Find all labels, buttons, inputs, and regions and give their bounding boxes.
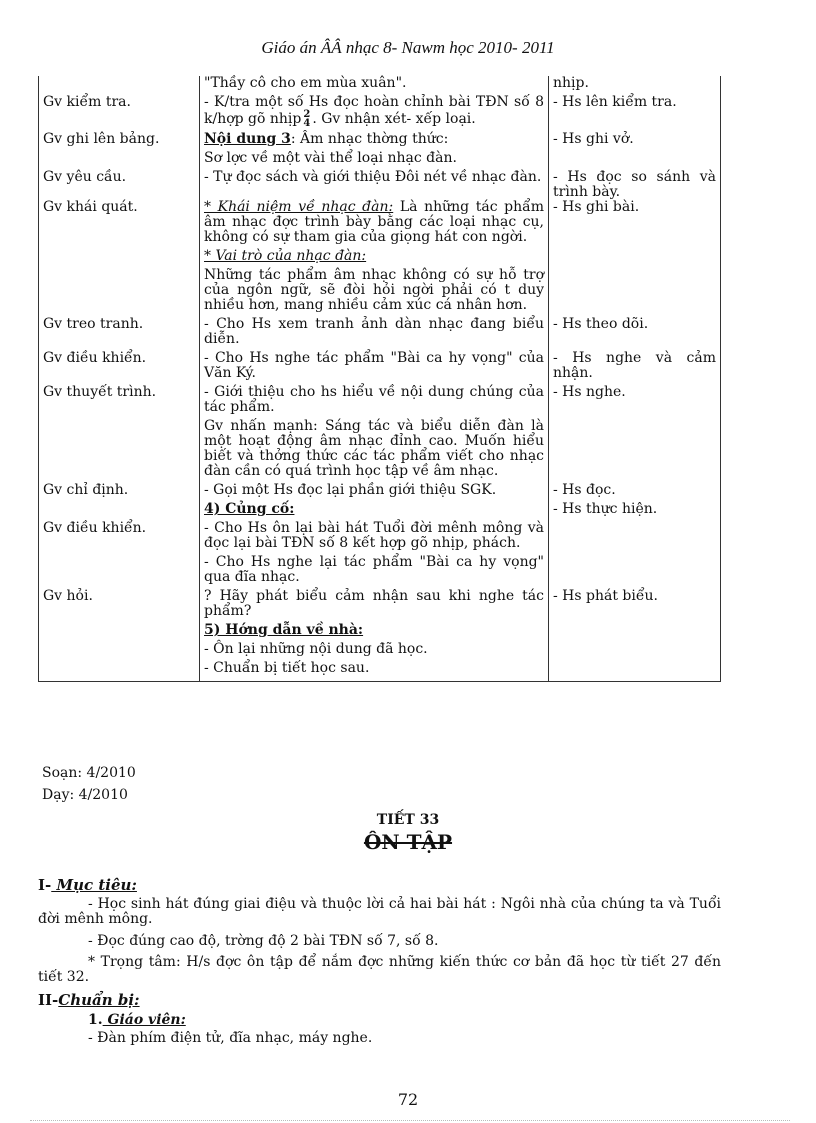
content-cell: - Cho Hs nghe tác phẩm "Bài ca hy vọng" của Văn Ký. — [200, 351, 549, 385]
teacher-cell: Gv kiểm tra. — [39, 95, 200, 132]
table-row — [39, 132, 721, 170]
compose-date: Soạn: 4/2010 — [42, 765, 136, 781]
subsection-teacher: 1. Giáo viên: — [88, 1012, 186, 1028]
content-cell: ? Hãy phát biểu cảm nhận sau khi nghe tác phẩm? — [200, 589, 549, 623]
content-cell: - Cho Hs xem tranh ảnh dàn nhạc đang biểu diễn. — [200, 317, 549, 351]
table-row — [39, 317, 721, 351]
content-cell: - Giới thiệu cho hs hiểu về nội dung chúng của tác phẩm. Gv nhấn mạnh: Sáng tác và biểu diễn đàn là một hoạt động âm nhạc đỉnh cao. Muốn hiểu biết và thởng thức các tác phẩm viết cho nhạc đàn cần có quá trình học tập về âm nhạc. — [200, 385, 549, 483]
content-cell: 4) Củng cố: — [200, 502, 549, 521]
section-objectives: I- Mục tiêu: — [38, 876, 137, 894]
teacher-cell: Gv điều khiển. — [39, 521, 200, 589]
content-cell: "Thầy cô cho em mùa xuân". — [200, 76, 549, 95]
teach-date: Dạy: 4/2010 — [42, 787, 128, 803]
table-row — [39, 589, 721, 623]
student-cell — [549, 623, 721, 682]
teacher-cell — [39, 623, 200, 682]
content-cell: - Gọi một Hs đọc lại phần giới thiệu SGK. — [200, 483, 549, 502]
page-number: 72 — [397, 1090, 419, 1109]
objective-item: * Trọng tâm: H/s đợc ôn tập để nắm đợc những kiến thức cơ bản đã học từ tiết 27 đến tiết 32. — [38, 954, 721, 985]
footer-divider — [30, 1120, 790, 1121]
content-cell: - Tự đọc sách và giới thiệu Đôi nét về nhạc đàn. — [200, 170, 549, 200]
lesson-title: ÔN TẬP — [363, 830, 453, 854]
table-row — [39, 623, 721, 682]
table-row — [39, 76, 721, 95]
student-cell: - Hs phát biểu. — [549, 589, 721, 623]
teacher-cell: Gv khái quát. — [39, 200, 200, 317]
teacher-cell: Gv hỏi. — [39, 589, 200, 623]
content-cell: * Khái niệm về nhạc đàn: Là những tác phẩm âm nhạc đợc trình bày bằng các loại nhạc cụ, không có sự tham gia của giọng hát con ngời. * Vai trò của nhạc đàn: Những tác phẩm âm nhạc không có sự hỗ trợ của ngôn ngữ, sẽ đòi hỏi ngời phải có t duy nhiều hơn, mang nhiều cảm xúc cá nhân hơn. — [200, 200, 549, 317]
time-signature: 2 4 — [303, 109, 311, 129]
student-cell: - Hs đọc so sánh và trình bày. — [549, 170, 721, 200]
teacher-cell: Gv thuyết trình. — [39, 385, 200, 483]
content-cell: 5) Hớng dẫn về nhà: - Ôn lại những nội dung đã học. - Chuẩn bị tiết học sau. — [200, 623, 549, 682]
table-row — [39, 170, 721, 200]
preparation-item: - Đàn phím điện tử, đĩa nhạc, máy nghe. — [88, 1030, 373, 1046]
student-cell: - Hs thực hiện. — [549, 502, 721, 521]
teacher-cell — [39, 502, 200, 521]
section-preparation: II-Chuẩn bị: — [38, 991, 140, 1009]
table-row — [39, 351, 721, 385]
table-row — [39, 95, 721, 132]
teacher-cell: Gv yêu cầu. — [39, 170, 200, 200]
teacher-cell: Gv chỉ định. — [39, 483, 200, 502]
student-cell — [549, 521, 721, 589]
lesson-number: TIẾT 33 — [376, 812, 440, 828]
teacher-cell — [39, 76, 200, 95]
table-row — [39, 502, 721, 521]
content-cell: - K/tra một số Hs đọc hoàn chỉnh bài TĐN số 8 k/hợp gõ nhịp 2 4 . Gv nhận xét- xếp loại. — [200, 95, 549, 132]
student-cell: - Hs ghi vở. — [549, 132, 721, 170]
student-cell: - Hs nghe. — [549, 385, 721, 483]
teacher-cell: Gv treo tranh. — [39, 317, 200, 351]
objective-item: - Học sinh hát đúng giai điệu và thuộc lời cả hai bài hát : Ngôi nhà của chúng ta và Tuổi đời mênh mông. — [38, 896, 721, 927]
table-row — [39, 483, 721, 502]
teacher-cell: Gv ghi lên bảng. — [39, 132, 200, 170]
student-cell: - Hs đọc. — [549, 483, 721, 502]
student-cell: - Hs theo dõi. — [549, 317, 721, 351]
student-cell: - Hs nghe và cảm nhận. — [549, 351, 721, 385]
student-cell: - Hs ghi bài. — [549, 200, 721, 317]
teacher-cell: Gv điều khiển. — [39, 351, 200, 385]
objective-item: - Đọc đúng cao độ, trờng độ 2 bài TĐN số 7, số 8. — [88, 933, 439, 949]
table-row — [39, 200, 721, 317]
student-cell: - Hs lên kiểm tra. — [549, 95, 721, 132]
page-header: Giáo án ÂÂ nhạc 8- Nawm học 2010- 2011 — [261, 38, 555, 57]
content-cell: Nội dung 3: Âm nhạc thờng thức: Sơ lợc về một vài thể loại nhạc đàn. — [200, 132, 549, 170]
lesson-table — [38, 76, 721, 682]
content-cell: - Cho Hs ôn lại bài hát Tuổi đời mênh mông và đọc lại bài TĐN số 8 kết hợp gõ nhịp, phách. - Cho Hs nghe lại tác phẩm "Bài ca hy vọng" qua đĩa nhạc. — [200, 521, 549, 589]
student-cell: nhịp. — [549, 76, 721, 95]
table-row — [39, 521, 721, 589]
table-row — [39, 385, 721, 483]
